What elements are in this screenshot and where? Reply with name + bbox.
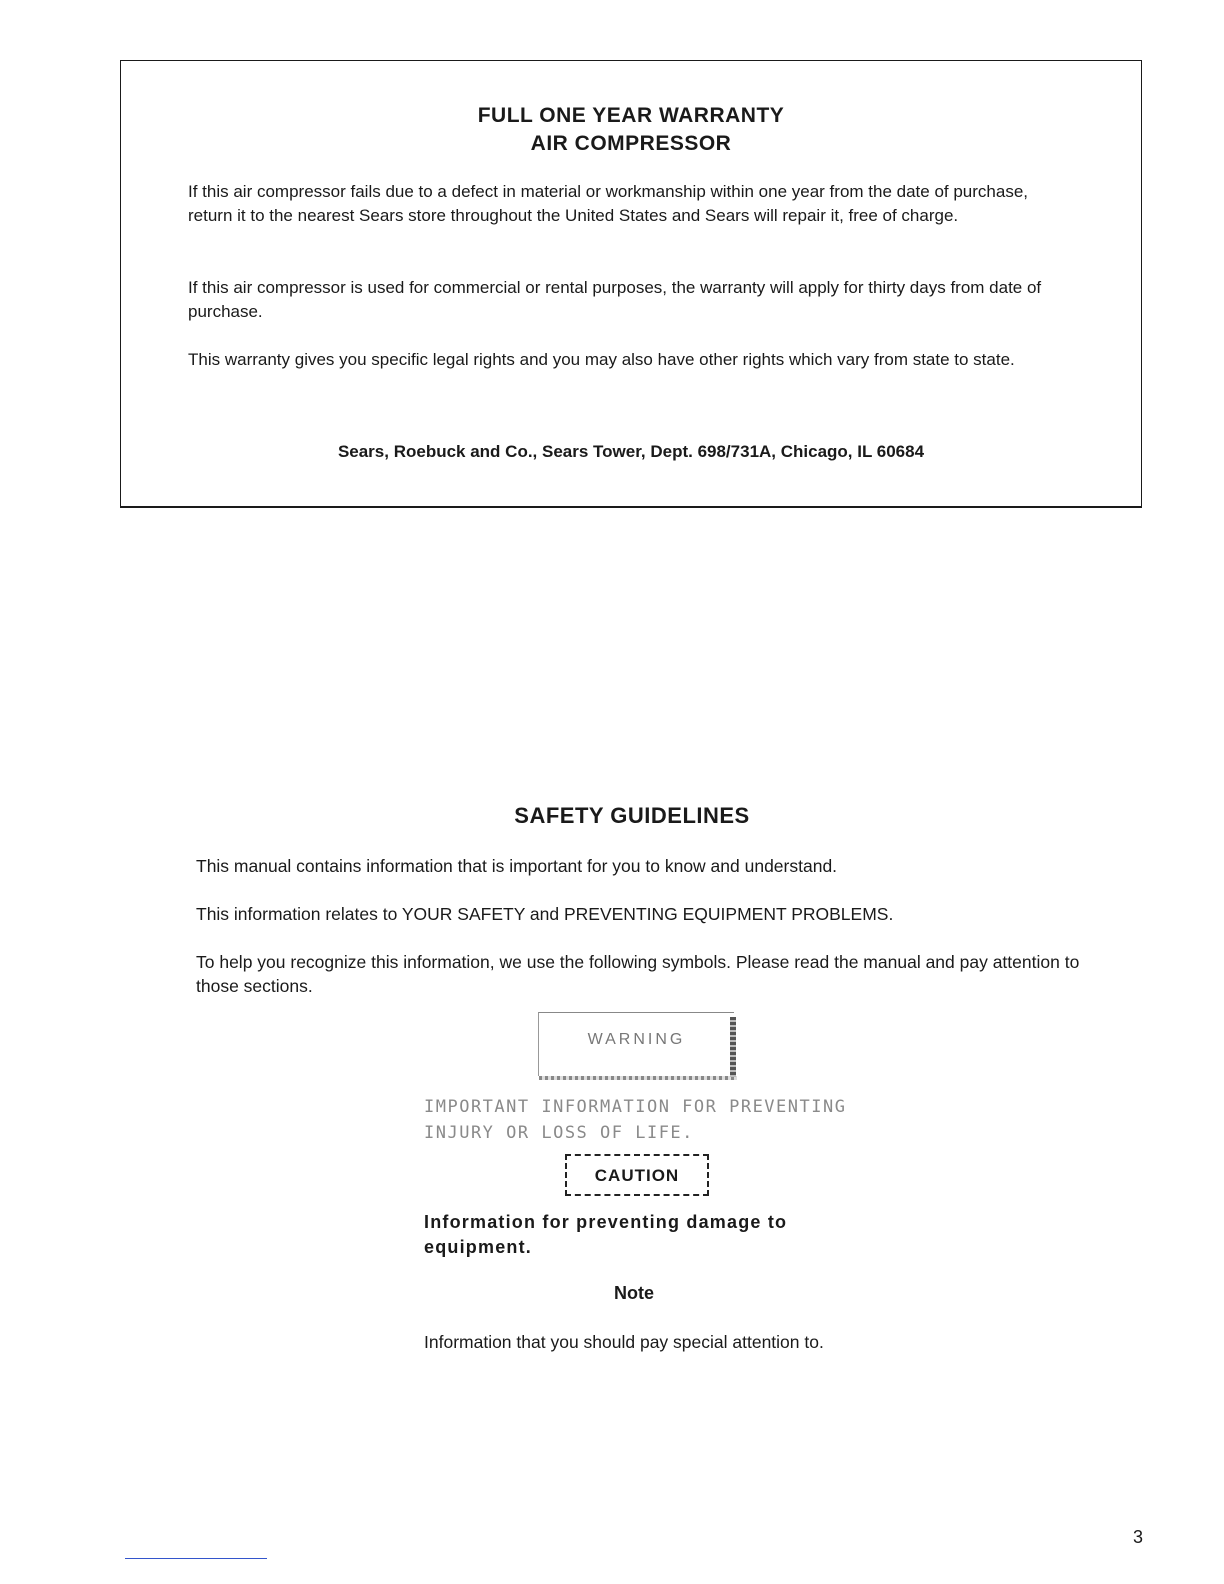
caution-symbol: [565, 1154, 709, 1196]
warranty-paragraph-defect: If this air compressor fails due to a defect in material or workmanship within one year from the date of purchase, return it to the nearest Sears store throughout the United States and Sears will repair it, free of charge.: [188, 182, 1029, 225]
warranty-box: [120, 60, 1142, 508]
footer-rule: [125, 1558, 267, 1559]
caution-label: CAUTION: [594, 1166, 680, 1185]
warranty-subtitle: AIR COMPRESSOR: [530, 132, 732, 155]
warranty-paragraph-rights: This warranty gives you specific legal rights and you may also have other rights which vary from state to state.: [188, 350, 1015, 369]
safety-paragraph-relates: This information relates to YOUR SAFETY and PREVENTING EQUIPMENT PROBLEMS.: [196, 904, 894, 924]
safety-paragraph-intro: This manual contains information that is important for you to know and understand.: [196, 856, 838, 876]
caution-description: Information for preventing damage to equipment.: [424, 1212, 788, 1257]
note-description: Information that you should pay special attention to.: [424, 1332, 824, 1352]
warranty-address: Sears, Roebuck and Co., Sears Tower, Dept. 698/731A, Chicago, IL 60684: [337, 442, 925, 461]
page-number: 3: [1133, 1527, 1144, 1547]
note-title: Note: [614, 1283, 654, 1303]
safety-paragraph-symbols: To help you recognize this information, we use the following symbols. Please read the manual and pay attention to those sections.: [196, 952, 1080, 996]
warning-description: IMPORTANT INFORMATION FOR PREVENTING INJURY OR LOSS OF LIFE.: [424, 1097, 847, 1143]
safety-title: SAFETY GUIDELINES: [514, 803, 750, 828]
warning-symbol: [538, 1012, 734, 1076]
warranty-paragraph-commercial: If this air compressor is used for commercial or rental purposes, the warranty will apply for thirty days from date of purchase.: [188, 278, 1042, 321]
warning-label: WARNING: [587, 1031, 686, 1048]
warranty-title: FULL ONE YEAR WARRANTY: [477, 104, 785, 127]
